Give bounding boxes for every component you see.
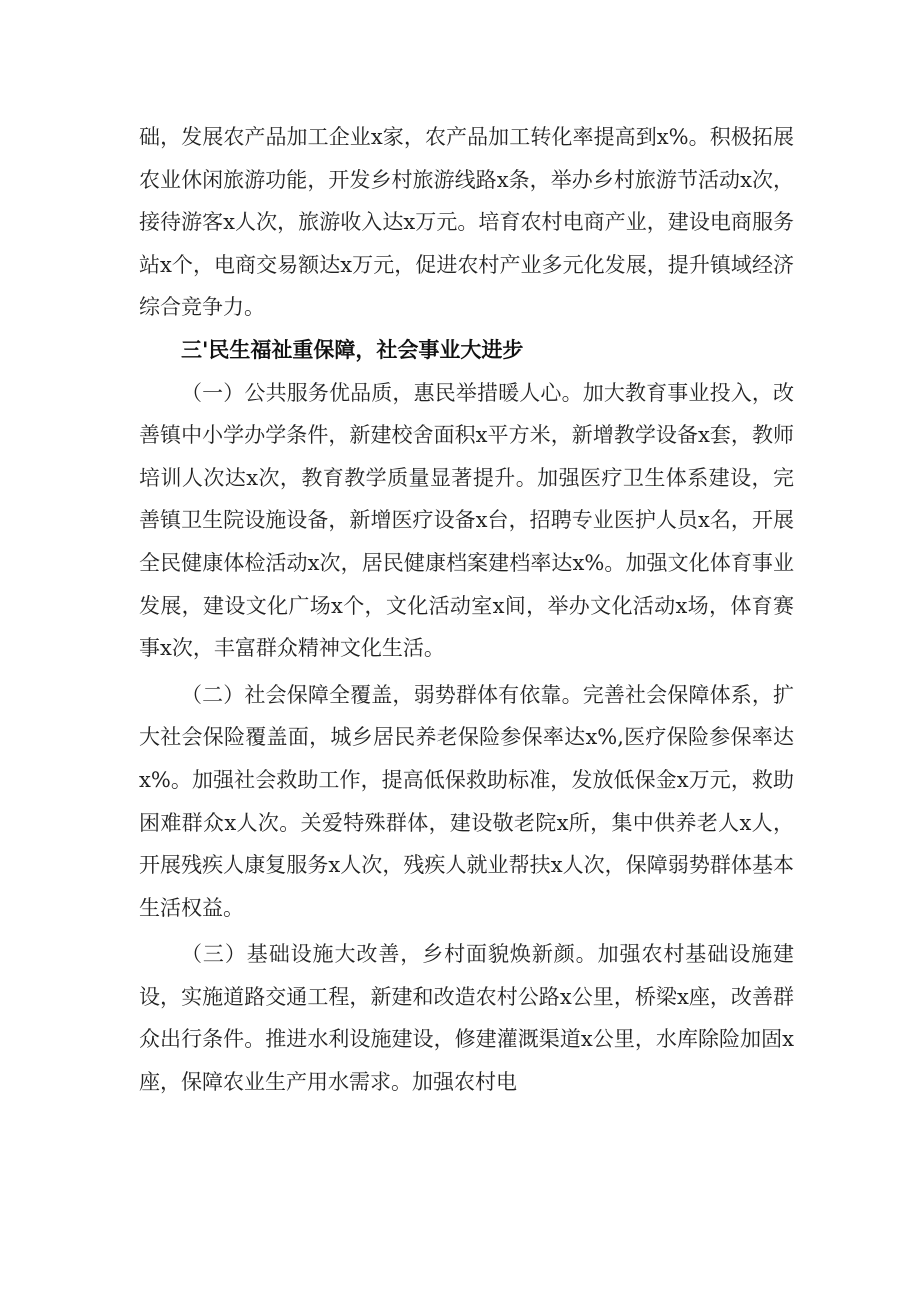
paragraph-public-services: （一）公共服务优品质，惠民举措暖人心。加大教育事业投入，改善镇中小学办学条件，新建校舍面积x平方米，新增教学设备x套，教师培训人次达x次，教育教学质量显著提升。加强医疗卫生体系建设，完善镇卫生院设施设备，新增医疗设备x台，招聘专业医护人员x名，开展全民健康体检活动x次，居民健康档案建档率达x%。加强文化体育事业发展，建设文化广场x个，文化活动室x间，举办文化活动x场，体育赛事x次，丰富群众精神文化生活。 [139, 380, 794, 661]
section-heading: 三'民生福祉重保障，社会事业大进步 [181, 337, 524, 362]
document-body [139, 116, 794, 1104]
paragraph-social-security: （二）社会保障全覆盖，弱势群体有依靠。完善社会保障体系，扩大社会保险覆盖面，城乡居民养老保险参保率达x%,医疗保险参保率达x%。加强社会救助工作，提高低保救助标准，发放低保金x万元，救助困难群众x人次。关爱特殊群体，建设敬老院x所，集中供养老人x人，开展残疾人康复服务x人次，残疾人就业帮扶x人次，保障弱势群体基本生活权益。 [139, 682, 794, 920]
paragraph-infrastructure: （三）基础设施大改善，乡村面貌焕新颜。加强农村基础设施建设，实施道路交通工程，新建和改造农村公路x公里，桥梁x座，改善群众出行条件。推进水利设施建设，修建灌溉渠道x公里，水库除险加固x座，保障农业生产用水需求。加强农村电 [139, 942, 794, 1095]
paragraph-continued: 础，发展农产品加工企业x家，农产品加工转化率提高到x%。积极拓展农业休闲旅游功能，开发乡村旅游线路x条，举办乡村旅游节活动x次，接待游客x人次，旅游收入达x万元。培育农村电商产业，建设电商服务站x个，电商交易额达x万元，促进农村产业多元化发展，提升镇域经济综合竞争力。 [139, 125, 794, 320]
